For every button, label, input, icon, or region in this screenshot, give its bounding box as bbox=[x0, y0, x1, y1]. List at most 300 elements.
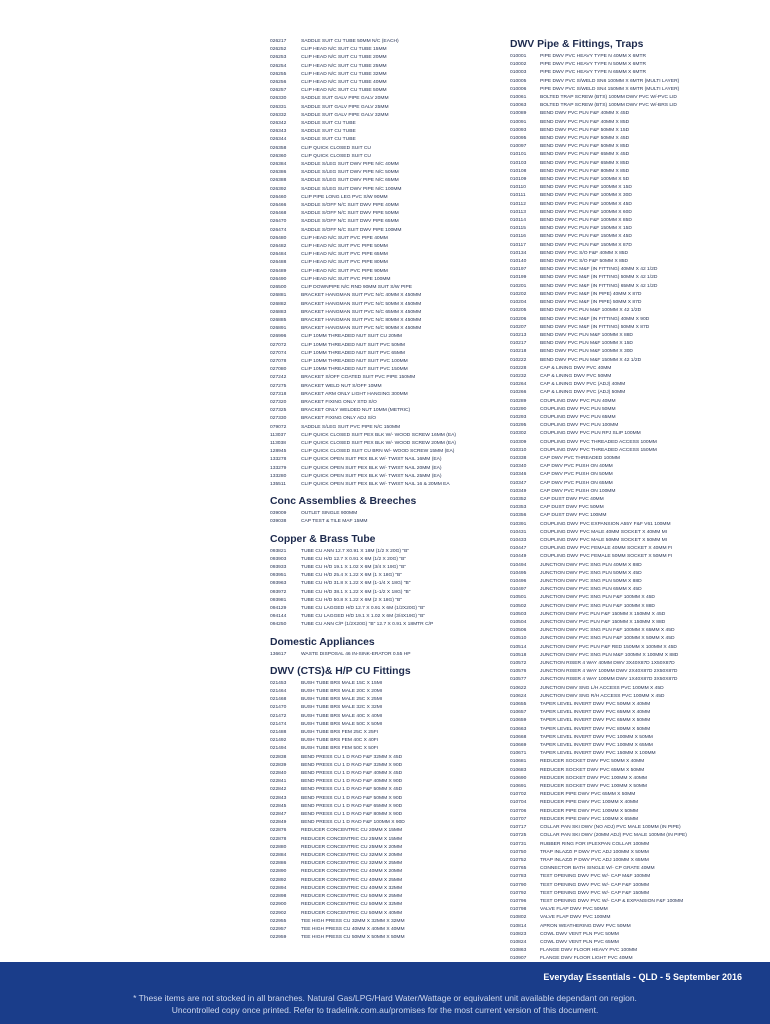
product-row bbox=[510, 734, 770, 742]
product-description: SADDLE S/LEG SUIT DWV PIPE N/C 40MM bbox=[301, 162, 399, 168]
product-row bbox=[510, 873, 770, 881]
product-description: BEND PRESS CU 1 D RAD F&F 50MM X 90D bbox=[301, 795, 403, 801]
product-description: BEND DWV PVC PLN F&F 100MM X 15D bbox=[540, 185, 632, 191]
product-description: CLIP QUICK CLOSED SUIT CU bbox=[301, 153, 371, 159]
product-row bbox=[270, 465, 505, 473]
product-row bbox=[510, 783, 770, 791]
product-code: 027318 bbox=[270, 391, 287, 397]
product-description: JUNCTION RISER 4 WAY 100MM DWV 2X40X87D 2X50X87D bbox=[540, 669, 678, 675]
product-row bbox=[270, 218, 505, 226]
product-code: 010823 bbox=[510, 931, 527, 937]
product-description: TEST OPENING DWV PVC W/- CAP & EXPANSION F&F 100MM bbox=[540, 898, 684, 904]
product-row bbox=[510, 471, 770, 479]
product-description: REDUCER CONCENTRIC CU 40MM X 20MM bbox=[301, 869, 403, 875]
product-description: REDUCER PIPE DWV PVC 100MM X 50MM bbox=[540, 808, 639, 814]
product-code: 027330 bbox=[270, 416, 287, 422]
product-description: JUNCTION DWV PVC SNG PLN 65MM X 45D bbox=[540, 587, 642, 593]
product-code: 021453 bbox=[270, 680, 287, 686]
product-code: 093821 bbox=[270, 548, 287, 554]
product-code: 026252 bbox=[270, 47, 287, 53]
product-code: 010495 bbox=[510, 570, 527, 576]
product-description: BEND DWV PVC PLN F&F 50MM X 15D bbox=[540, 127, 630, 133]
product-description: COLLAR PAN SKI DWV (NO ADJ) PVC MALE 100MM (IN PIPE) bbox=[540, 825, 681, 831]
product-code: 136617 bbox=[270, 651, 287, 657]
product-row bbox=[510, 529, 770, 537]
product-code: 093951 bbox=[270, 573, 287, 579]
product-description: TEST OPENING DWV PVC W/- CAP M&F 100MM bbox=[540, 874, 651, 880]
product-code: 022839 bbox=[270, 762, 287, 768]
product-row bbox=[510, 594, 770, 602]
product-row bbox=[270, 440, 505, 448]
product-row bbox=[270, 235, 505, 243]
product-description: CAP DWV PVC PUSH ON 50MM bbox=[540, 472, 613, 478]
product-row bbox=[510, 217, 770, 225]
product-row bbox=[270, 836, 505, 844]
product-row bbox=[510, 652, 770, 660]
product-description: JUNCTION DWV PVC SNG PLN F&F 100MM X 50MM X 45D bbox=[540, 636, 675, 642]
product-row bbox=[510, 939, 770, 947]
product-row bbox=[510, 931, 770, 939]
product-code: 026885 bbox=[270, 317, 287, 323]
product-description: BEND DWV PVC PLN F&F 40MM X 45D bbox=[540, 111, 630, 117]
product-row bbox=[270, 161, 505, 169]
product-code: 022843 bbox=[270, 795, 287, 801]
product-code: 010681 bbox=[510, 759, 527, 765]
product-row bbox=[270, 128, 505, 136]
product-description: BEND DWV PVC PLN F&F 100MM X 85D bbox=[540, 218, 632, 224]
product-description: CLIP HEAD N/C SUIT CU TUBE 20MM bbox=[301, 55, 387, 61]
product-row bbox=[270, 754, 505, 762]
product-row bbox=[510, 832, 770, 840]
product-description: CLIP QUICK CLOSED SUIT CU bbox=[301, 145, 371, 151]
product-code: 026489 bbox=[270, 268, 287, 274]
product-code: 010824 bbox=[510, 939, 527, 945]
product-code: 128945 bbox=[270, 449, 287, 455]
product-row bbox=[510, 882, 770, 890]
product-code: 010293 bbox=[510, 414, 527, 420]
product-code: 022892 bbox=[270, 877, 287, 883]
product-description: REDUCER CONCENTRIC CU 50MM X 40MM bbox=[301, 910, 403, 916]
product-code: 010109 bbox=[510, 177, 527, 183]
product-description: COUPLING DWV PVC PLN 100MM bbox=[540, 423, 619, 429]
product-code: 010447 bbox=[510, 546, 527, 552]
product-code: 010501 bbox=[510, 595, 527, 601]
product-description: CLIP HEAD N/C SUIT PVC PIPE 80MM bbox=[301, 260, 388, 266]
product-row bbox=[270, 120, 505, 128]
product-row bbox=[270, 572, 505, 580]
product-row bbox=[270, 721, 505, 729]
product-description: CAP DWV PVC PUSH ON 40MM bbox=[540, 464, 613, 470]
product-row bbox=[510, 53, 770, 61]
product-row bbox=[270, 432, 505, 440]
product-code: 022876 bbox=[270, 828, 287, 834]
product-description: COUPLING DWV PVC THREADED ACCESS 150MM bbox=[540, 447, 657, 453]
product-code: 010116 bbox=[510, 234, 526, 240]
product-row bbox=[510, 422, 770, 430]
product-code: 026332 bbox=[270, 112, 287, 118]
product-code: 010207 bbox=[510, 324, 527, 330]
product-code: 021472 bbox=[270, 713, 287, 719]
product-row bbox=[510, 406, 770, 414]
product-row bbox=[510, 947, 770, 955]
product-row bbox=[270, 63, 505, 71]
product-code: 027275 bbox=[270, 383, 287, 389]
product-row bbox=[510, 258, 770, 266]
product-description: REDUCER CONCENTRIC CU 32MM X 20MM bbox=[301, 853, 403, 859]
section-heading: Domestic Appliances bbox=[270, 636, 375, 648]
product-row bbox=[510, 455, 770, 463]
product-row bbox=[510, 562, 770, 570]
product-code: 022838 bbox=[270, 754, 287, 760]
product-code: 010217 bbox=[510, 341, 527, 347]
product-description: SADDLE SUIT GALV PIPE GALV 32MM bbox=[301, 112, 389, 118]
product-description: CLIP HEAD N/C SUIT PVC PIPE 40MM bbox=[301, 235, 388, 241]
product-code: 022878 bbox=[270, 836, 287, 842]
product-code: 026392 bbox=[270, 186, 287, 192]
product-code: 010228 bbox=[510, 365, 527, 371]
product-row bbox=[510, 488, 770, 496]
product-row bbox=[270, 407, 505, 415]
product-description: CLIP HEAD N/C SUIT CU TUBE 32MM bbox=[301, 71, 387, 77]
product-code: 026488 bbox=[270, 260, 287, 266]
product-code: 010232 bbox=[510, 373, 527, 379]
product-code: 010792 bbox=[510, 890, 527, 896]
product-code: 010691 bbox=[510, 784, 527, 790]
product-row bbox=[270, 71, 505, 79]
product-description: COWL DWV VENT PLN PVC 65MM bbox=[540, 939, 619, 945]
product-row bbox=[510, 110, 770, 118]
product-description: BOLTED TRAP SCREW (BTS) 100MM DWV PVC W/-PVC LID bbox=[540, 95, 677, 101]
product-description: REDUCER CONCENTRIC CU 25MM X 15MM bbox=[301, 836, 403, 842]
product-description: REDUCER SOCKET DWV PVC 100MM X 50MM bbox=[540, 784, 647, 790]
product-description: BUSH TUBE BRS MALE 40C X 40MI bbox=[301, 713, 383, 719]
product-description: CLIP HEAD N/C SUIT PVC PIPE 50MM bbox=[301, 244, 388, 250]
product-code: 010110 bbox=[510, 185, 526, 191]
product-description: BEND DWV PVC PLN M&F 100MM X 42 1/2D bbox=[540, 308, 642, 314]
product-row bbox=[510, 94, 770, 102]
product-description: COLLAR PAN SKI DWV (20MM ADJ) PVC MALE 100MM (IN PIPE) bbox=[540, 833, 687, 839]
product-code: 026460 bbox=[270, 194, 287, 200]
product-code: 010796 bbox=[510, 898, 527, 904]
product-description: REDUCER CONCENTRIC CU 25MM X 20MM bbox=[301, 844, 403, 850]
footer-bar bbox=[0, 962, 770, 1024]
product-row bbox=[510, 307, 770, 315]
product-row bbox=[270, 104, 505, 112]
product-code: 021488 bbox=[270, 730, 287, 736]
product-row bbox=[270, 729, 505, 737]
product-description: JUNCTION DWV PVC SNG PLN M&F 100MM X 100MM X 88D bbox=[540, 652, 679, 658]
product-description: BRACKET S/OFF COATED SUIT PVC PIPE 150MM bbox=[301, 375, 416, 381]
product-description: BEND DWV PVC M&F (IN PIPE) 50MM X 87D bbox=[540, 300, 642, 306]
product-description: SADDLE SUIT CU TUBE bbox=[301, 121, 356, 127]
product-code: 022898 bbox=[270, 894, 287, 900]
product-description: BEND DWV PVC M&F (IN FITTING) 50MM X 87D bbox=[540, 324, 650, 330]
product-row bbox=[510, 726, 770, 734]
product-description: CLIP QUICK OPEN SUIT PEX BLK W/- TWIST NAIL 20MM (EA) bbox=[301, 465, 442, 471]
product-description: TEST OPENING DWV PVC W/- CAP F&F 150MM bbox=[540, 890, 650, 896]
product-row bbox=[510, 184, 770, 192]
product-row bbox=[270, 910, 505, 918]
product-description: BEND DWV PVC PLN F&F 65MM X 85D bbox=[540, 160, 630, 166]
product-code: 010111 bbox=[510, 193, 526, 199]
product-code: 010108 bbox=[510, 168, 527, 174]
product-code: 010197 bbox=[510, 267, 527, 273]
product-row bbox=[510, 578, 770, 586]
product-description: CAP & LINING DWV PVC 40MM bbox=[540, 365, 612, 371]
product-description: CLIP HEAD N/C SUIT PVC PIPE 65MM bbox=[301, 252, 388, 258]
product-row bbox=[270, 877, 505, 885]
product-description: CLIP HEAD N/C SUIT PVC PIPE 90MM bbox=[301, 268, 388, 274]
product-code: 022841 bbox=[270, 779, 287, 785]
product-description: BEND DWV PVC M&F (IN FITTING) 40MM X 42 1/2D bbox=[540, 267, 658, 273]
product-description: FLANGE DWV FLOOR LIGHT PVC 40MM bbox=[540, 956, 633, 962]
product-list-col2 bbox=[270, 38, 505, 942]
product-code: 010218 bbox=[510, 349, 527, 355]
product-description: SADDLE S/LEG SUIT DWV PIPE N/C 65MM bbox=[301, 178, 399, 184]
product-code: 010622 bbox=[510, 685, 527, 691]
product-description: BEND DWV PVC PLN F&F 40MM X 85D bbox=[540, 119, 630, 125]
product-description: COUPLING DWV PVC PLN 40MM bbox=[540, 398, 616, 404]
product-code: 094250 bbox=[270, 622, 287, 628]
product-description: BEND DWV PVC M&F (IN FITTING) 40MM X 90D bbox=[540, 316, 650, 322]
product-row bbox=[270, 605, 505, 613]
product-row bbox=[270, 399, 505, 407]
product-row bbox=[510, 816, 770, 824]
product-code: 010290 bbox=[510, 406, 527, 412]
product-description: JUNCTION DWV PVC SNG PLN 40MM X 88D bbox=[540, 562, 642, 568]
product-code: 010114 bbox=[510, 218, 526, 224]
product-description: BEND DWV PVC S/O F&F 40MM X 85D bbox=[540, 250, 629, 256]
product-row bbox=[270, 852, 505, 860]
product-code: 010091 bbox=[510, 119, 527, 125]
product-row bbox=[510, 381, 770, 389]
product-description: BRACKET HANGMAN SUIT PVC N/C 90MM X 450MM bbox=[301, 326, 422, 332]
product-row bbox=[510, 775, 770, 783]
product-row bbox=[510, 233, 770, 241]
product-code: 010006 bbox=[510, 86, 527, 92]
product-description: TUBE CU LAGGED H/D 12.7 X 0.91 X 6M (1/2X20G) "B" bbox=[301, 606, 426, 611]
product-description: SADDLE S/OFF N/C SUIT DWV PIPE 100MM bbox=[301, 227, 402, 233]
product-row bbox=[510, 332, 770, 340]
product-code: 026484 bbox=[270, 252, 287, 258]
product-row bbox=[510, 914, 770, 922]
product-row bbox=[510, 274, 770, 282]
product-row bbox=[270, 358, 505, 366]
product-description: CLIP QUICK CLOSED SUIT CU BRN W/- WOOD SCREW 15MM (EA) bbox=[301, 449, 455, 455]
product-description: CAP TEST & TILE MAF 15MM bbox=[301, 519, 368, 525]
product-row bbox=[270, 548, 505, 556]
product-row bbox=[270, 778, 505, 786]
product-description: BUSH TUBE BRS MALE 32C X 32MI bbox=[301, 705, 383, 711]
product-row bbox=[510, 242, 770, 250]
product-code: 010199 bbox=[510, 275, 527, 281]
product-code: 010449 bbox=[510, 554, 527, 560]
product-description: COWL DWV VENT PLN PVC 50MM bbox=[540, 931, 619, 937]
product-code: 010353 bbox=[510, 505, 527, 511]
middle-column bbox=[270, 38, 505, 942]
product-description: BEND DWV PVC PLN F&F 150MM X 15D bbox=[540, 226, 632, 232]
product-description: TAPER LEVEL INVERT DWV PVC 65MM X 40MM bbox=[540, 710, 651, 716]
product-row bbox=[510, 389, 770, 397]
product-code: 010340 bbox=[510, 464, 527, 470]
product-row bbox=[510, 151, 770, 159]
product-code: 021474 bbox=[270, 721, 287, 727]
product-row bbox=[510, 758, 770, 766]
product-description: JUNCTION DWV PVC SNG PLN F&F 100MM X 88D bbox=[540, 603, 655, 609]
product-code: 026882 bbox=[270, 301, 287, 307]
product-row bbox=[510, 923, 770, 931]
product-row bbox=[270, 177, 505, 185]
product-row bbox=[510, 135, 770, 143]
product-row bbox=[270, 786, 505, 794]
product-description: BRACKET ARM ONLY LIGHT HANGING 300MM bbox=[301, 391, 408, 397]
product-row bbox=[270, 186, 505, 194]
product-row bbox=[270, 243, 505, 251]
product-code: 026360 bbox=[270, 153, 287, 159]
product-row bbox=[270, 366, 505, 374]
product-row bbox=[270, 680, 505, 688]
product-description: JUNCTION DWV PVC SNG PLN 50MM X 88D bbox=[540, 579, 642, 584]
product-code: 010503 bbox=[510, 611, 527, 617]
product-row bbox=[510, 430, 770, 438]
product-description: JUNCTION DWV PVC SNG PLN 50MM X 45D bbox=[540, 570, 642, 576]
product-row bbox=[510, 160, 770, 168]
product-row bbox=[510, 512, 770, 520]
product-description: JUNCTION DWV PVC PLN F&F 150MM X 150MM X 88D bbox=[540, 620, 666, 626]
product-row bbox=[270, 885, 505, 893]
product-description: TUBE CU H/D 12.7 X 0.91 X 6M (1/2 X 20G) "B" bbox=[301, 556, 407, 562]
product-code: 094129 bbox=[270, 606, 287, 611]
product-description: TEE HIGH PRESS CU 40MM X 40MM X 40MM bbox=[301, 926, 405, 932]
product-code: 010690 bbox=[510, 775, 527, 781]
product-description: COUPLING DWV PVC MALE 50MM SOCKET X 50MM MI bbox=[540, 537, 668, 543]
product-code: 010113 bbox=[510, 209, 526, 215]
product-row bbox=[270, 803, 505, 811]
product-code: 021464 bbox=[270, 689, 287, 695]
product-row bbox=[510, 447, 770, 455]
product-code: 093963 bbox=[270, 581, 287, 587]
product-row bbox=[270, 383, 505, 391]
product-description: BEND DWV PVC PLN F&F 65MM X 45D bbox=[540, 152, 630, 158]
product-row bbox=[270, 112, 505, 120]
product-description: REDUCER SOCKET DWV PVC 50MM X 40MM bbox=[540, 759, 645, 765]
product-code: 010707 bbox=[510, 816, 527, 822]
product-description: BEND DWV PVC M&F (IN FITTING) 65MM X 42 1/2D bbox=[540, 283, 658, 289]
product-code: 010514 bbox=[510, 644, 527, 650]
product-row bbox=[510, 373, 770, 381]
product-code: 010112 bbox=[510, 201, 526, 207]
product-row bbox=[510, 717, 770, 725]
product-code: 093933 bbox=[270, 564, 287, 570]
product-row bbox=[510, 619, 770, 627]
product-row bbox=[510, 701, 770, 709]
product-row bbox=[270, 227, 505, 235]
product-description: JUNCTION DWV SNG L/H ACCESS PVC 100MM X 45D bbox=[540, 685, 664, 691]
product-row bbox=[270, 54, 505, 62]
product-code: 113038 bbox=[270, 440, 286, 446]
product-code: 027325 bbox=[270, 408, 287, 414]
product-code: 010572 bbox=[510, 661, 527, 667]
product-code: 010624 bbox=[510, 693, 527, 699]
product-code: 133280 bbox=[270, 473, 287, 479]
product-code: 010814 bbox=[510, 923, 527, 929]
product-description: CAP & LINING DWV PVC (ADJ) 50MM bbox=[540, 390, 626, 396]
product-list-col3 bbox=[510, 38, 770, 972]
product-code: 010063 bbox=[510, 103, 527, 109]
product-row bbox=[270, 259, 505, 267]
product-row bbox=[270, 251, 505, 259]
product-description: REDUCER CONCENTRIC CU 20MM X 15MM bbox=[301, 828, 403, 834]
product-code: 026490 bbox=[270, 276, 287, 282]
product-code: 026331 bbox=[270, 104, 287, 110]
product-row bbox=[510, 799, 770, 807]
product-row bbox=[510, 324, 770, 332]
section-heading: DWV (CTS)& H/P CU Fittings bbox=[270, 665, 411, 677]
product-description: BUSH TUBE BRS FEM 40C X 40FI bbox=[301, 738, 379, 744]
product-description: BEND DWV PVC PLN M&F 100MM X 30D bbox=[540, 349, 633, 355]
product-row bbox=[510, 750, 770, 758]
product-description: WASTE DISPOSAL 46 IN-SINK-ERATOR 0.55 HP bbox=[301, 651, 411, 657]
product-description: SADDLE S/OFF N/C SUIT DWV PIPE 40MM bbox=[301, 203, 399, 209]
product-description: TEE HIGH PRESS CU 32MM X 32MM X 32MM bbox=[301, 918, 405, 924]
product-row bbox=[510, 357, 770, 365]
product-description: BEND DWV PVC PLN M&F 150MM X 42 1/2D bbox=[540, 357, 642, 363]
product-description: COUPLING DWV PVC PLN 50MM bbox=[540, 406, 616, 412]
product-code: 026342 bbox=[270, 121, 287, 127]
product-description: BEND DWV PVC S/O F&F 50MM X 85D bbox=[540, 259, 629, 265]
product-row bbox=[510, 69, 770, 77]
product-description: BEND DWV PVC PLN F&F 80MM X 85D bbox=[540, 168, 630, 174]
product-code: 022884 bbox=[270, 853, 287, 859]
product-row bbox=[510, 890, 770, 898]
product-row bbox=[270, 713, 505, 721]
product-row bbox=[510, 168, 770, 176]
product-row bbox=[270, 811, 505, 819]
product-row bbox=[270, 589, 505, 597]
product-row bbox=[510, 463, 770, 471]
product-description: TEST OPENING DWV PVC W/- CAP F&F 100MM bbox=[540, 882, 650, 888]
product-row bbox=[510, 685, 770, 693]
product-description: FLANGE DWV FLOOR HEAVY PVC 100MM bbox=[540, 948, 638, 954]
product-description: BUSH TUBE BRS MALE 25C X 25MI bbox=[301, 697, 383, 703]
product-description: CLIP QUICK OPEN SUIT PEX BLK W/- TWIST NAIL 16MM (EA) bbox=[301, 457, 442, 463]
product-row bbox=[270, 704, 505, 712]
product-row bbox=[270, 473, 505, 481]
product-row bbox=[270, 309, 505, 317]
product-code: 027072 bbox=[270, 342, 287, 348]
product-code: 010347 bbox=[510, 480, 527, 486]
product-code: 010752 bbox=[510, 857, 527, 863]
product-description: CLIP 10MM THREADED NUT SUIT PVC 65MM bbox=[301, 350, 405, 356]
product-row bbox=[510, 86, 770, 94]
product-description: SADDLE S/OFF N/C SUIT DWV PIPE 50MM bbox=[301, 211, 399, 217]
product-description: BEND PRESS CU 1 D RAD F&F 50MM X 45D bbox=[301, 787, 403, 793]
section-heading: Conc Assemblies & Breeches bbox=[270, 496, 417, 508]
product-description: BEND DWV PVC PLN F&F 50MM X 45D bbox=[540, 136, 630, 142]
product-description: JUNCTION DWV PVC PLN F&F RED 150MM X 100MM X 45D bbox=[540, 644, 677, 650]
product-description: BRACKET WELD NUT S/OFF 10MM bbox=[301, 383, 382, 389]
product-code: 026500 bbox=[270, 285, 287, 291]
product-row bbox=[510, 439, 770, 447]
product-code: 010222 bbox=[510, 357, 527, 363]
product-code: 010783 bbox=[510, 874, 527, 880]
product-description: CLIP QUICK CLOSED SUIT PEX BLK W/- WOOD SCREW 16MM (EA) bbox=[301, 432, 456, 438]
product-code: 010494 bbox=[510, 562, 527, 568]
product-description: REDUCER CONCENTRIC CU 50MM X 32MM bbox=[301, 902, 403, 908]
product-code: 010346 bbox=[510, 472, 527, 478]
product-row bbox=[510, 201, 770, 209]
product-code: 039009 bbox=[270, 511, 287, 517]
